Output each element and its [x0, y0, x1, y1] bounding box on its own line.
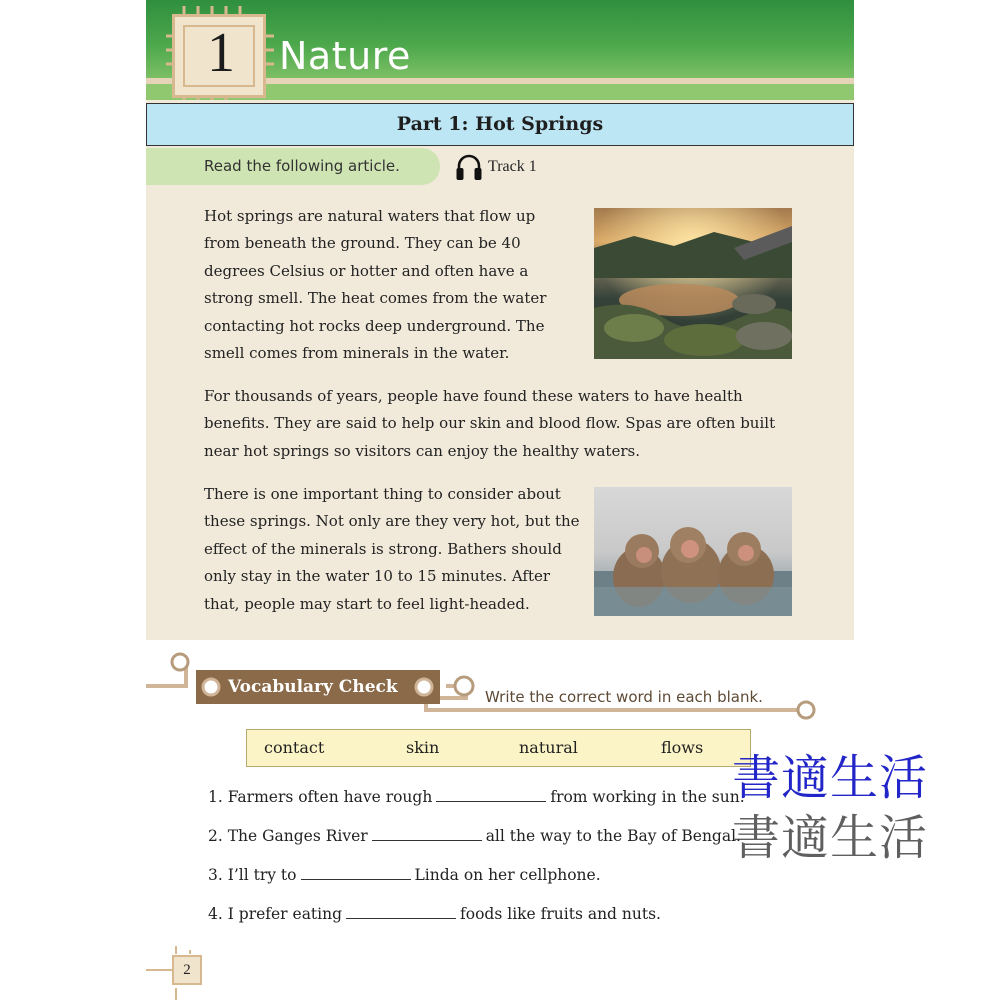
question-1: 1. Farmers often have rough from working in the sun.	[208, 784, 745, 810]
vocab-check-title: Vocabulary Check	[228, 677, 398, 697]
word-bank-item: contact	[264, 738, 325, 757]
answer-blank[interactable]	[346, 901, 456, 919]
answer-blank[interactable]	[436, 784, 546, 802]
question-3: 3. I’ll try to Linda on her cellphone.	[208, 862, 601, 888]
question-2: 2. The Ganges River all the way to the Bay of Bengal.	[208, 823, 741, 849]
watermark-blue: 書適生活	[732, 750, 929, 806]
page-number: 2	[183, 962, 191, 978]
word-bank-item: natural	[519, 738, 578, 757]
article-paragraph-2: For thousands of years, people have found these waters to have health benefits. They are said to help our skin and blood flow. Spas are often built near hot springs so visitors can enjoy the healthy waters.	[204, 387, 776, 460]
vocab-instruction: Write the correct word in each blank.	[485, 688, 763, 706]
answer-blank[interactable]	[372, 823, 482, 841]
headphones-icon[interactable]	[454, 152, 484, 182]
circuit-node-icon	[199, 675, 223, 699]
article-paragraph-3: There is one important thing to consider about these springs. Not only are they very hot, but the effect of the minerals is strong. Bathers should only stay in the water 10 to 15 minutes. After that, people may start to feel light-headed.	[204, 485, 580, 613]
part-title: Part 1: Hot Springs	[146, 103, 854, 146]
hot-spring-photo	[594, 208, 792, 359]
question-4: 4. I prefer eating foods like fruits and nuts.	[208, 901, 661, 927]
track-label[interactable]: Track 1	[488, 158, 537, 175]
article-paragraph-1: Hot springs are natural waters that flow up from beneath the ground. They can be 40 degrees Celsius or hotter and often have a strong smell. The heat comes from the water contacting hot rocks deep underground. The smell comes from minerals in the water.	[204, 207, 547, 363]
snow-monkeys-photo	[594, 487, 792, 616]
chapter-number: 1	[207, 22, 235, 84]
watermark-gray: 書適生活	[732, 810, 929, 866]
word-bank-item: flows	[661, 738, 704, 757]
circuit-node-icon	[412, 675, 436, 699]
word-bank-item: skin	[406, 738, 440, 757]
answer-blank[interactable]	[301, 862, 411, 880]
chapter-title: Nature	[279, 34, 411, 78]
instruction-text: Read the following article.	[204, 157, 400, 175]
